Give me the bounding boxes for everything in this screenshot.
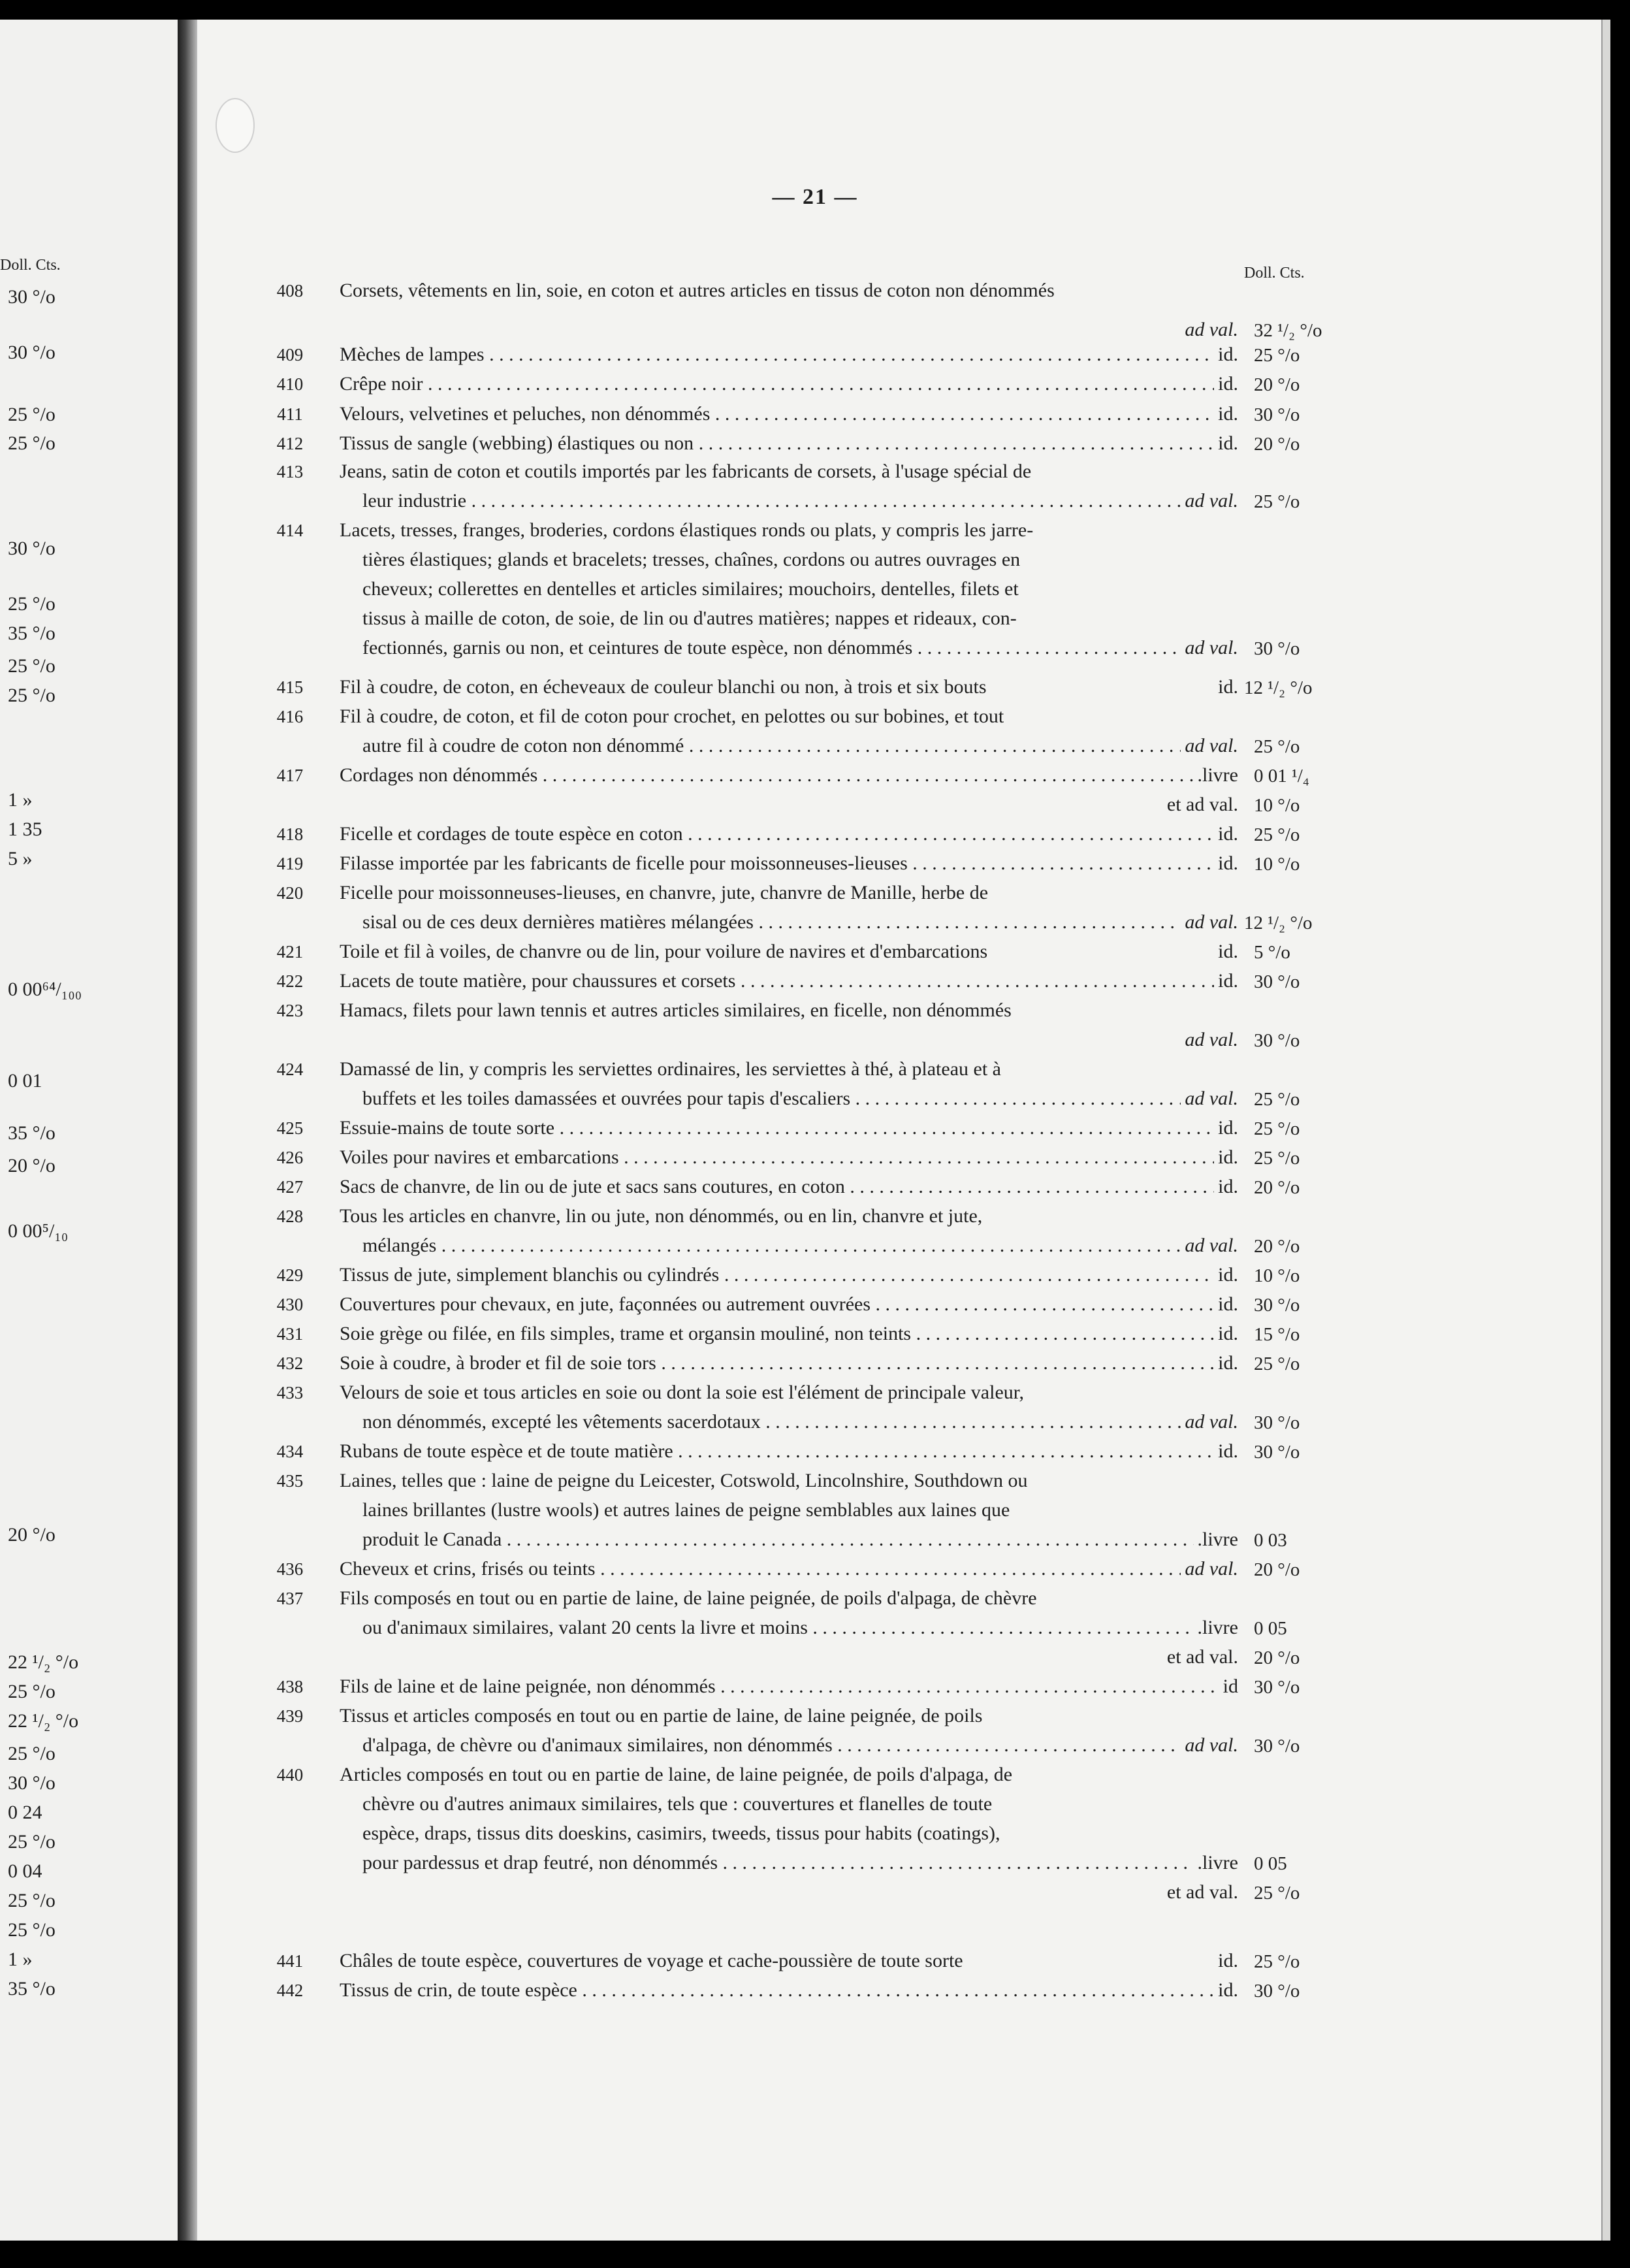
item-unit-secondary: et ad val. <box>1163 1646 1238 1668</box>
item-rate: 0 05 <box>1254 1618 1287 1639</box>
item-text: fectionnés, garnis ou non, et ceintures de toute espèce, non dénommés . . . <box>362 637 1234 659</box>
left-rate: 5 » <box>8 848 33 869</box>
item-text: Ficelle pour moissonneuses-lieuses, en chanvre, jute, chanvre de Manille, herbe de <box>340 882 989 903</box>
item-text: Crêpe noir . . . <box>340 373 1234 395</box>
item-unit: .livre <box>1194 1529 1238 1551</box>
left-rate: 25 °/o <box>8 1681 56 1702</box>
item-unit: id. <box>1214 1293 1238 1316</box>
item-number: 421 <box>276 942 304 962</box>
item-number: 438 <box>276 1677 304 1696</box>
item-rate: 10 °/o <box>1254 854 1300 875</box>
item-rate: 25 °/o <box>1254 1148 1300 1169</box>
item-number: 429 <box>276 1265 304 1285</box>
left-rate: 22 ¹/₂ °/o <box>8 1710 79 1732</box>
item-number: 414 <box>276 521 304 540</box>
item-number: 417 <box>276 766 304 785</box>
page-edge <box>1601 20 1610 2241</box>
item-text: Tissus de jute, simplement blanchis ou cylindrés . . . <box>340 1264 1234 1286</box>
item-unit: ad val. <box>1181 1235 1238 1257</box>
item-number: 415 <box>276 677 304 697</box>
item-unit: id. <box>1214 1117 1238 1139</box>
item-text: Fil à coudre, de coton, en écheveaux de couleur blanchi ou non, à trois et six bouts <box>340 676 987 698</box>
item-number: 408 <box>276 281 304 300</box>
book-gutter <box>178 20 197 2241</box>
item-rate: 20 °/o <box>1254 1236 1300 1257</box>
item-rate: 20 °/o <box>1254 434 1300 455</box>
item-number: 435 <box>276 1471 304 1491</box>
item-unit: ad val. <box>1181 637 1238 659</box>
item-unit: id. <box>1214 1979 1238 2001</box>
item-text: Velours de soie et tous articles en soie ou dont la soie est l'élément de principale valeur, <box>340 1382 1025 1403</box>
item-unit: ad val. <box>1181 1411 1238 1433</box>
item-unit: ad val. <box>1181 1088 1238 1110</box>
item-text: ou d'animaux similaires, valant 20 cents la livre et moins . . . <box>362 1617 1234 1639</box>
item-rate: 30 °/o <box>1254 1677 1300 1698</box>
item-unit: id <box>1219 1676 1238 1698</box>
item-rate: 30 °/o <box>1254 1442 1300 1463</box>
item-rate: 30 °/o <box>1254 1412 1300 1433</box>
item-rate: 20 °/o <box>1254 374 1300 395</box>
left-rate: 25 °/o <box>8 685 56 706</box>
item-text: Fil à coudre, de coton, et fil de coton pour crochet, en pelottes ou sur bobines, et tout <box>340 705 1004 727</box>
item-text: chèvre ou d'autres animaux similaires, tels que : couvertures et flanelles de toute <box>362 1793 993 1815</box>
item-number: 434 <box>276 1442 304 1461</box>
item-text: produit le Canada . . . <box>362 1529 1234 1551</box>
left-rate: 1 » <box>8 789 33 811</box>
item-rate: 0 05 <box>1254 1853 1287 1874</box>
item-rate: 30 °/o <box>1254 1981 1300 2001</box>
item-unit: .livre <box>1194 764 1238 786</box>
item-rate: 25 °/o <box>1254 1089 1300 1110</box>
item-text: autre fil à coudre de coton non dénommé . . . <box>362 735 1234 757</box>
left-rate: 20 °/o <box>8 1524 56 1546</box>
item-text: Tous les articles en chanvre, lin ou jute, non dénommés, ou en lin, chanvre et jute, <box>340 1205 983 1227</box>
item-rate: 25 °/o <box>1254 345 1300 366</box>
right-column-header: Doll. Cts. <box>1244 265 1305 282</box>
item-rate: 0 01 ¹/₄ <box>1254 766 1309 786</box>
page-number: — 21 — <box>772 185 858 209</box>
item-number: 441 <box>276 1951 304 1971</box>
item-unit: ad val. <box>1181 1734 1238 1757</box>
item-unit: id. <box>1214 403 1238 425</box>
item-rate: 12 ¹/₂ °/o <box>1244 677 1313 698</box>
item-rate: 25 °/o <box>1254 1951 1300 1972</box>
item-text: Tissus et articles composés en tout ou en partie de laine, de laine peignée, de poils <box>340 1705 983 1726</box>
left-rate: 25 °/o <box>8 1890 56 1911</box>
item-text: Damassé de lin, y compris les serviettes ordinaires, les serviettes à thé, à plateau et à <box>340 1058 1001 1080</box>
item-rate-secondary: 25 °/o <box>1254 1883 1300 1904</box>
item-text: Hamacs, filets pour lawn tennis et autres articles similaires, en ficelle, non dénommés <box>340 999 1012 1021</box>
item-text: Fils composés en tout ou en partie de laine, de laine peignée, de poils d'alpaga, de chèvre <box>340 1587 1037 1609</box>
item-number: 439 <box>276 1706 304 1726</box>
item-rate: 15 °/o <box>1254 1324 1300 1345</box>
item-rate: 10 °/o <box>1254 1265 1300 1286</box>
item-text: mélangés . . . <box>362 1235 1234 1257</box>
left-rate: 35 °/o <box>8 1122 56 1144</box>
item-text: Tissus de crin, de toute espèce . . . <box>340 1979 1234 2001</box>
left-rate: 0 00⁵/₁₀ <box>8 1220 69 1242</box>
left-rate: 20 °/o <box>8 1155 56 1176</box>
item-number: 430 <box>276 1295 304 1314</box>
left-rate: 25 °/o <box>8 404 56 425</box>
item-rate: 0 03 <box>1254 1530 1287 1551</box>
item-text: Articles composés en tout ou en partie de laine, de laine peignée, de poils d'alpaga, de <box>340 1764 1013 1785</box>
item-unit: id. <box>1214 852 1238 875</box>
item-text: Soie à coudre, à broder et fil de soie tors . . . <box>340 1352 1234 1374</box>
item-text: cheveux; collerettes en dentelles et articles similaires; mouchoirs, dentelles, filets et <box>362 578 1019 600</box>
item-unit: id. <box>1214 344 1238 366</box>
left-rate: 25 °/o <box>8 1743 56 1764</box>
left-rate: 25 °/o <box>8 432 56 454</box>
left-rate: 1 » <box>8 1949 33 1970</box>
item-unit: id. <box>1214 1323 1238 1345</box>
item-text: Tissus de sangle (webbing) élastiques ou non . . . <box>340 432 1234 455</box>
item-text: espèce, draps, tissus dits doeskins, casimirs, tweeds, tissus pour habits (coatings), <box>362 1822 1000 1844</box>
item-number: 431 <box>276 1324 304 1344</box>
item-unit: ad val. <box>1181 911 1238 933</box>
item-unit: ad val. <box>1181 490 1238 512</box>
left-rate: 25 °/o <box>8 1831 56 1853</box>
punch-hole <box>216 98 255 153</box>
item-rate: 30 °/o <box>1254 404 1300 425</box>
left-rate: 30 °/o <box>8 286 56 308</box>
item-number: 416 <box>276 707 304 726</box>
item-text: Cordages non dénommés . . . <box>340 764 1234 786</box>
item-text: Lacets de toute matière, pour chaussures et corsets . . . <box>340 970 1234 992</box>
item-number: 428 <box>276 1207 304 1226</box>
item-unit: id. <box>1214 676 1238 698</box>
left-rate: 30 °/o <box>8 342 56 363</box>
item-unit: id. <box>1214 432 1238 455</box>
item-text: Mèches de lampes . . . <box>340 344 1234 366</box>
item-unit: .livre <box>1194 1852 1238 1874</box>
item-unit: id. <box>1214 1176 1238 1198</box>
item-text: Laines, telles que : laine de peigne du Leicester, Cotswold, Lincolnshire, Southdown ou <box>340 1470 1028 1491</box>
item-text: Jeans, satin de coton et coutils importés par les fabricants de corsets, à l'usage spécial de <box>340 461 1032 482</box>
item-unit: .livre <box>1194 1617 1238 1639</box>
item-rate: 5 °/o <box>1254 942 1290 963</box>
item-rate: 12 ¹/₂ °/o <box>1244 913 1313 933</box>
item-text: Ficelle et cordages de toute espèce en coton . . . <box>340 823 1234 845</box>
item-text: Toile et fil à voiles, de chanvre ou de lin, pour voilure de navires et d'embarcations <box>340 941 988 962</box>
item-rate-secondary: 20 °/o <box>1254 1647 1300 1668</box>
item-rate: 25 °/o <box>1254 736 1300 757</box>
item-text: tissus à maille de coton, de soie, de lin ou d'autres matières; nappes et rideaux, con- <box>362 608 1017 629</box>
item-rate: 20 °/o <box>1254 1177 1300 1198</box>
item-rate: 25 °/o <box>1254 1118 1300 1139</box>
item-number: 436 <box>276 1559 304 1579</box>
item-text: d'alpaga, de chèvre ou d'animaux similaires, non dénommés . . . <box>362 1734 1234 1757</box>
item-unit-secondary: et ad val. <box>1163 1881 1238 1904</box>
item-text: pour pardessus et drap feutré, non dénommés . . . <box>362 1852 1234 1874</box>
item-number: 420 <box>276 883 304 903</box>
item-text: Couvertures pour chevaux, en jute, façonnées ou autrement ouvrées . . . <box>340 1293 1234 1316</box>
left-rate: 30 °/o <box>8 1772 56 1794</box>
item-text: Rubans de toute espèce et de toute matière . . . <box>340 1440 1234 1463</box>
left-rate: 35 °/o <box>8 623 56 644</box>
left-rate: 1 35 <box>8 818 42 840</box>
item-unit: id. <box>1214 970 1238 992</box>
item-text: Soie grège ou filée, en fils simples, trame et organsin mouliné, non teints . . . <box>340 1323 1234 1345</box>
item-rate: 30 °/o <box>1254 638 1300 659</box>
item-number: 409 <box>276 345 304 364</box>
left-rate: 25 °/o <box>8 655 56 677</box>
item-rate: 25 °/o <box>1254 491 1300 512</box>
left-rate: 25 °/o <box>8 1919 56 1941</box>
item-rate: 30 °/o <box>1254 1030 1300 1051</box>
left-column-header: Doll. Cts. <box>0 257 61 274</box>
item-number: 423 <box>276 1001 304 1020</box>
item-rate: 30 °/o <box>1254 1295 1300 1316</box>
left-rate: 35 °/o <box>8 1978 56 2000</box>
left-rate: 0 01 <box>8 1070 42 1092</box>
item-text: buffets et les toiles damassées et ouvrées pour tapis d'escaliers . . . <box>362 1088 1234 1110</box>
item-number: 426 <box>276 1148 304 1167</box>
item-text: non dénommés, excepté les vêtements sacerdotaux . . . <box>362 1411 1234 1433</box>
item-text: laines brillantes (lustre wools) et autres laines de peigne semblables aux laines que <box>362 1499 1010 1521</box>
item-unit: id. <box>1214 1440 1238 1463</box>
item-unit: id. <box>1214 1146 1238 1169</box>
item-number: 437 <box>276 1589 304 1608</box>
item-number: 425 <box>276 1118 304 1138</box>
item-number: 440 <box>276 1765 304 1785</box>
item-number: 419 <box>276 854 304 873</box>
left-rate: 0 00⁶⁴/₁₀₀ <box>8 979 82 1000</box>
item-text: sisal ou de ces deux dernières matières mélangées . . . <box>362 911 1234 933</box>
item-text: Velours, velvetines et peluches, non dénommés . . . <box>340 403 1234 425</box>
item-unit: id. <box>1214 941 1238 963</box>
item-text: Corsets, vêtements en lin, soie, en coton et autres articles en tissus de coton non dénommés <box>340 280 1055 301</box>
item-text: Châles de toute espèce, couvertures de voyage et cache-poussière de toute sorte <box>340 1950 963 1971</box>
left-rate: 25 °/o <box>8 593 56 615</box>
item-rate: 30 °/o <box>1254 1736 1300 1757</box>
item-text: tières élastiques; glands et bracelets; tresses, chaînes, cordons ou autres ouvrages en <box>362 549 1021 570</box>
item-number: 442 <box>276 1981 304 2000</box>
item-unit: id. <box>1214 1264 1238 1286</box>
item-number: 424 <box>276 1060 304 1079</box>
item-rate: 25 °/o <box>1254 1353 1300 1374</box>
left-rate: 30 °/o <box>8 538 56 559</box>
item-text: Filasse importée par les fabricants de ficelle pour moissonneuses-lieuses . . . <box>340 852 1234 875</box>
left-rate: 0 04 <box>8 1860 42 1882</box>
left-rate: 0 24 <box>8 1802 42 1823</box>
item-number: 410 <box>276 374 304 394</box>
item-rate-secondary: 10 °/o <box>1254 795 1300 816</box>
item-unit: ad val. <box>1181 319 1238 341</box>
item-number: 418 <box>276 824 304 844</box>
item-number: 413 <box>276 462 304 481</box>
item-text: Fils de laine et de laine peignée, non dénommés . . . <box>340 1676 1234 1698</box>
item-text: Lacets, tresses, franges, broderies, cordons élastiques ronds ou plats, y compris les jarre- <box>340 519 1034 541</box>
left-rate: 22 ¹/₂ °/o <box>8 1651 79 1673</box>
item-number: 411 <box>277 404 303 424</box>
item-number: 433 <box>276 1383 304 1402</box>
item-rate: 32 ¹/₂ °/o <box>1254 320 1322 341</box>
item-number: 432 <box>276 1353 304 1373</box>
item-text: Essuie-mains de toute sorte . . . <box>340 1117 1234 1139</box>
item-unit: ad val. <box>1181 1029 1238 1051</box>
item-unit-secondary: et ad val. <box>1163 794 1238 816</box>
item-unit: ad val. <box>1181 735 1238 757</box>
item-number: 427 <box>276 1177 304 1197</box>
item-unit: id. <box>1214 1352 1238 1374</box>
item-unit: id. <box>1214 823 1238 845</box>
item-text: Sacs de chanvre, de lin ou de jute et sacs sans coutures, en coton . . . <box>340 1176 1234 1198</box>
item-rate: 25 °/o <box>1254 824 1300 845</box>
item-rate: 20 °/o <box>1254 1559 1300 1580</box>
item-unit: id. <box>1214 373 1238 395</box>
item-number: 412 <box>276 434 304 453</box>
item-text: leur industrie . . . <box>362 490 1234 512</box>
item-text: Cheveux et crins, frisés ou teints . . . <box>340 1558 1234 1580</box>
item-unit: id. <box>1214 1950 1238 1972</box>
item-unit: ad val. <box>1181 1558 1238 1580</box>
item-text: Voiles pour navires et embarcations . . . <box>340 1146 1234 1169</box>
item-rate: 30 °/o <box>1254 971 1300 992</box>
item-number: 422 <box>276 971 304 991</box>
